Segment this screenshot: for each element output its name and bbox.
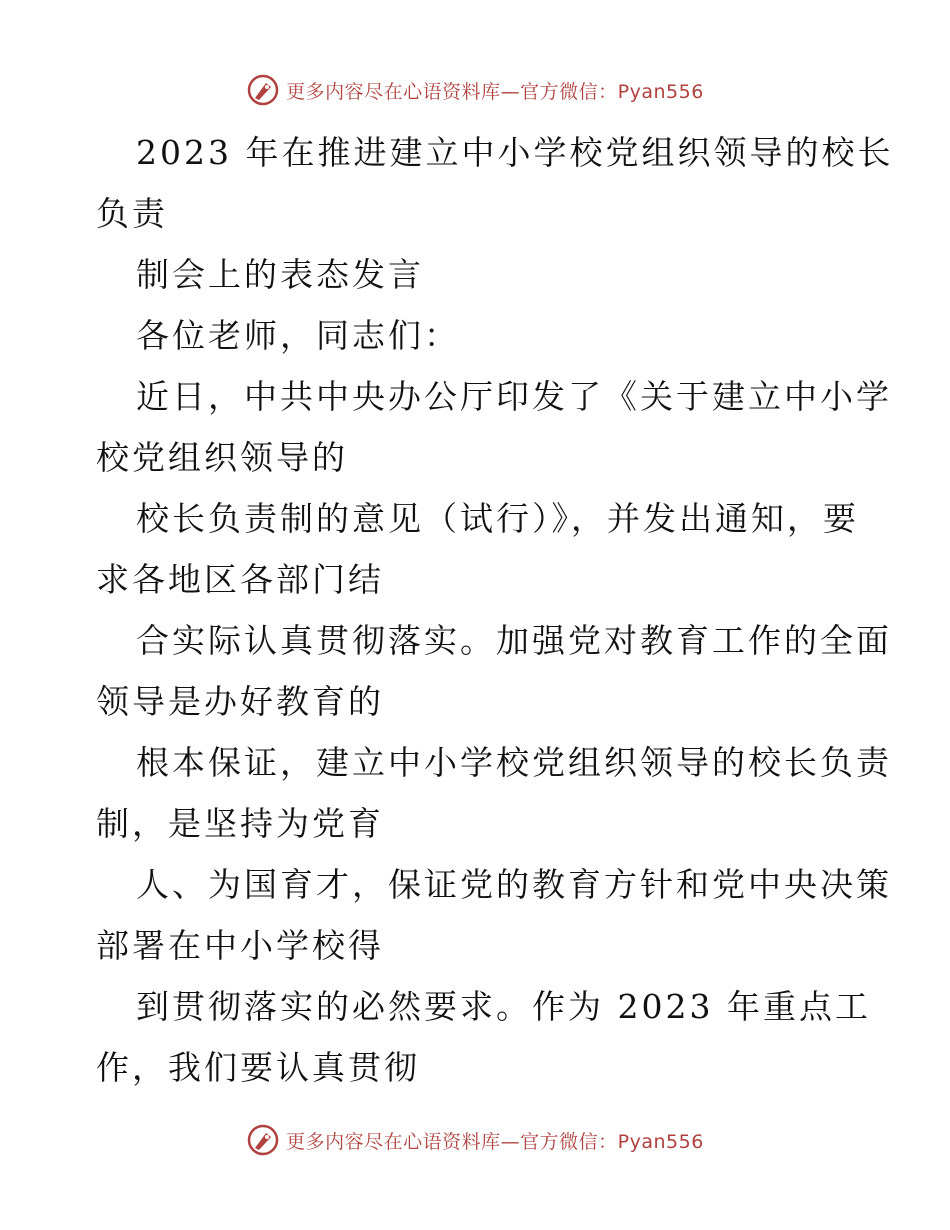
header-wechat: 官方微信：Pyan556 bbox=[520, 80, 704, 103]
body-line: 根本保证，建立中小学校党组织领导的校长负责 bbox=[136, 743, 892, 782]
salutation: 各位老师，同志们： bbox=[136, 316, 460, 355]
body-line: 到贯彻落实的必然要求。作为 2023 年重点工 bbox=[136, 987, 871, 1026]
body-line: 作，我们要认真贯彻 bbox=[96, 1048, 420, 1087]
header-dash: — bbox=[500, 80, 521, 103]
footer-wechat: 官方微信：Pyan556 bbox=[520, 1130, 704, 1153]
pen-nib-logo-icon bbox=[246, 1123, 280, 1157]
body-line: 部署在中小学校得 bbox=[96, 926, 384, 965]
title-line-3: 制会上的表态发言 bbox=[136, 255, 424, 294]
body-line: 校党组织领导的 bbox=[96, 438, 348, 477]
pen-nib-logo-icon bbox=[246, 73, 280, 107]
header-text bbox=[286, 77, 704, 104]
footer-text bbox=[286, 1127, 704, 1154]
header-site-name: 更多内容尽在心语资料库 bbox=[286, 80, 501, 103]
body-line: 制，是坚持为党育 bbox=[96, 804, 384, 843]
body-line: 人、为国育才，保证党的教育方针和党中央决策 bbox=[136, 865, 892, 904]
document-body bbox=[96, 122, 894, 1098]
footer-banner bbox=[0, 1120, 950, 1160]
body-line: 校长负责制的意见（试行）》，并发出通知，要 bbox=[136, 499, 859, 538]
body-line: 求各地区各部门结 bbox=[96, 560, 384, 599]
body-line: 领导是办好教育的 bbox=[96, 682, 384, 721]
title-line-2: 负责 bbox=[96, 194, 168, 233]
title-line-1: 2023 年在推进建立中小学校党组织领导的校长 bbox=[136, 133, 894, 172]
body-line: 近日，中共中央办公厅印发了《关于建立中小学 bbox=[136, 377, 892, 416]
body-line: 合实际认真贯彻落实。加强党对教育工作的全面 bbox=[136, 621, 892, 660]
footer-dash: — bbox=[500, 1130, 521, 1153]
footer-site-name: 更多内容尽在心语资料库 bbox=[286, 1130, 501, 1153]
header-banner bbox=[0, 70, 950, 110]
